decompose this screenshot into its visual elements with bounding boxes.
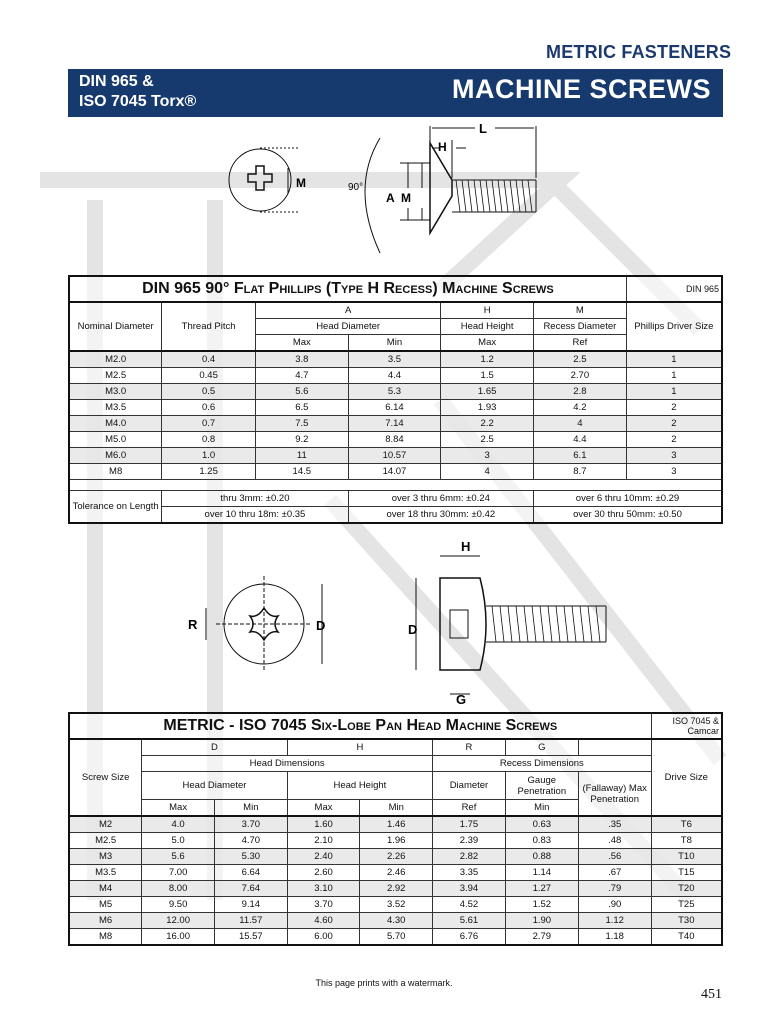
- table-cell: 0.88: [505, 849, 578, 865]
- label-d-side: D: [408, 622, 418, 637]
- tolerance-cell: over 3 thru 6mm: ±0.24: [348, 491, 533, 507]
- col-drive-size: Drive Size: [651, 739, 722, 816]
- table-cell: 6.00: [287, 929, 360, 946]
- table-cell: .48: [578, 833, 651, 849]
- col-group-r: R: [433, 739, 506, 756]
- table-cell: 1.65: [441, 384, 534, 400]
- pan-head-screw-diagram: [180, 534, 620, 706]
- page-number: 451: [701, 987, 722, 1002]
- table-cell: 10.57: [348, 448, 441, 464]
- table-cell: 1.2: [441, 351, 534, 368]
- table-row: [69, 816, 722, 833]
- table-cell: 8.00: [142, 881, 215, 897]
- table-cell: 9.14: [214, 897, 287, 913]
- col-group-d: D: [142, 739, 287, 756]
- table-cell: 1.25: [162, 464, 256, 480]
- col-ref: Ref: [534, 335, 627, 352]
- table-cell: 14.5: [255, 464, 348, 480]
- label-m-side: M: [401, 191, 411, 205]
- table-cell: M4.0: [69, 416, 162, 432]
- table-cell: 2.5: [441, 432, 534, 448]
- col-gauge-penetration: Gauge Penetration: [505, 772, 578, 800]
- pan-head-side-view: [416, 556, 606, 694]
- table-cell: M3.0: [69, 384, 162, 400]
- table-cell: 14.07: [348, 464, 441, 480]
- table-cell: .79: [578, 881, 651, 897]
- table-cell: T15: [651, 865, 722, 881]
- table-cell: 4.4: [348, 368, 441, 384]
- table-row: [69, 448, 722, 464]
- table-cell: 6.1: [534, 448, 627, 464]
- table-cell: M3: [69, 849, 142, 865]
- table-cell: 3.8: [255, 351, 348, 368]
- subtitle-line-2: ISO 7045 Torx®: [79, 93, 197, 110]
- table-cell: T8: [651, 833, 722, 849]
- table-cell: M2.5: [69, 833, 142, 849]
- table-cell: 5.70: [360, 929, 433, 946]
- table-cell: 3: [626, 464, 722, 480]
- table-cell: 5.61: [433, 913, 506, 929]
- table-cell: M8: [69, 464, 162, 480]
- col-recess-dimensions: Recess Dimensions: [433, 756, 652, 772]
- flat-head-screw-diagram: [220, 118, 550, 268]
- table-cell: 1.46: [360, 816, 433, 833]
- col-thread-pitch: Thread Pitch: [162, 302, 256, 351]
- table-cell: 2.46: [360, 865, 433, 881]
- table-row: [69, 432, 722, 448]
- table-cell: 2.8: [534, 384, 627, 400]
- table-cell: T40: [651, 929, 722, 946]
- table-cell: 8.7: [534, 464, 627, 480]
- table-cell: 11.57: [214, 913, 287, 929]
- col-phillips-driver-size: Phillips Driver Size: [626, 302, 722, 351]
- table-row: [69, 400, 722, 416]
- label-r: R: [188, 617, 198, 632]
- col-head-diameter: Head Diameter: [142, 772, 287, 800]
- table-cell: .67: [578, 865, 651, 881]
- label-angle: 90°: [348, 182, 364, 193]
- table-row: [69, 351, 722, 368]
- table-cell: 2.70: [534, 368, 627, 384]
- table-row: [69, 368, 722, 384]
- table-cell: 1.0: [162, 448, 256, 464]
- col-recess-diameter: Recess Diameter: [534, 319, 627, 335]
- table1-spacer: [69, 480, 722, 491]
- table-cell: 3.94: [433, 881, 506, 897]
- screw-side-view: [365, 126, 536, 253]
- table2-body: [69, 816, 722, 945]
- table-cell: 1.27: [505, 881, 578, 897]
- table-cell: M4: [69, 881, 142, 897]
- table-cell: 2.5: [534, 351, 627, 368]
- table-cell: T20: [651, 881, 722, 897]
- col-nominal-diameter: Nominal Diameter: [69, 302, 162, 351]
- table-cell: 15.57: [214, 929, 287, 946]
- tolerance-cell: over 18 thru 30mm: ±0.42: [348, 507, 533, 524]
- label-m-top: M: [296, 176, 306, 190]
- table-cell: 1.75: [433, 816, 506, 833]
- table-cell: 1: [626, 368, 722, 384]
- table-cell: 2.40: [287, 849, 360, 865]
- table-cell: 1.14: [505, 865, 578, 881]
- table-cell: 1: [626, 384, 722, 400]
- table-cell: M6: [69, 913, 142, 929]
- table-row: [69, 849, 722, 865]
- table1-body: [69, 351, 722, 480]
- table-cell: 2: [626, 416, 722, 432]
- table-cell: 0.7: [162, 416, 256, 432]
- table-cell: 1.60: [287, 816, 360, 833]
- table-cell: 2: [626, 400, 722, 416]
- page-title: MACHINE SCREWS: [451, 74, 711, 104]
- table-row: [69, 833, 722, 849]
- table-cell: 1.52: [505, 897, 578, 913]
- standards-label: [79, 72, 196, 112]
- col-max-2: Max: [441, 335, 534, 352]
- table-cell: 4.60: [287, 913, 360, 929]
- table-cell: 1.18: [578, 929, 651, 946]
- table-cell: 0.83: [505, 833, 578, 849]
- table-cell: 2.26: [360, 849, 433, 865]
- table-cell: 3.70: [287, 897, 360, 913]
- table-cell: 3.10: [287, 881, 360, 897]
- table-cell: 0.6: [162, 400, 256, 416]
- table-cell: .35: [578, 816, 651, 833]
- table-cell: 9.2: [255, 432, 348, 448]
- col-head-diameter: Head Diameter: [255, 319, 440, 335]
- phillips-head-top-view: [229, 148, 300, 212]
- table-cell: 1.5: [441, 368, 534, 384]
- table-cell: 5.6: [255, 384, 348, 400]
- table-cell: 1.12: [578, 913, 651, 929]
- col-max: Max: [255, 335, 348, 352]
- table-cell: 0.45: [162, 368, 256, 384]
- table-cell: M2.5: [69, 368, 162, 384]
- tolerance-cell: thru 3mm: ±0.20: [162, 491, 348, 507]
- col-group-g: G: [505, 739, 578, 756]
- col-diameter: Diameter: [433, 772, 506, 800]
- table-row: [69, 464, 722, 480]
- table-cell: M5: [69, 897, 142, 913]
- col-min-3: Min: [505, 800, 578, 817]
- table-cell: 2.2: [441, 416, 534, 432]
- table-cell: 6.76: [433, 929, 506, 946]
- table-cell: 0.5: [162, 384, 256, 400]
- table-cell: 3.70: [214, 816, 287, 833]
- table-row: [69, 865, 722, 881]
- table2-standard: ISO 7045 & Camcar: [651, 713, 722, 739]
- table2-title: METRIC - ISO 7045 Six-Lobe Pan Head Machine Screws: [69, 713, 651, 739]
- table-cell: 2.82: [433, 849, 506, 865]
- col-head-height: Head Height: [287, 772, 432, 800]
- table-cell: 3: [626, 448, 722, 464]
- col-max: Max: [142, 800, 215, 817]
- table-cell: 6.64: [214, 865, 287, 881]
- table-cell: 4.52: [433, 897, 506, 913]
- col-group-m: M: [534, 302, 627, 319]
- table-cell: 4.0: [142, 816, 215, 833]
- label-a: A: [386, 191, 395, 205]
- table-cell: 4.70: [214, 833, 287, 849]
- table-cell: 1.93: [441, 400, 534, 416]
- tolerance-cell: over 30 thru 50mm: ±0.50: [534, 507, 723, 524]
- label-h-pan: H: [461, 539, 471, 554]
- col-min: Min: [214, 800, 287, 817]
- table-cell: M8: [69, 929, 142, 946]
- table-cell: 7.00: [142, 865, 215, 881]
- six-lobe-head-top-view: [206, 576, 322, 672]
- table-cell: 1.96: [360, 833, 433, 849]
- table1-title: DIN 965 90° Flat Phillips (Type H Recess) Machine Screws: [69, 276, 626, 302]
- col-min-2: Min: [360, 800, 433, 817]
- table-cell: .90: [578, 897, 651, 913]
- table1-standard: DIN 965: [626, 276, 722, 302]
- table-row: [69, 384, 722, 400]
- table-cell: T30: [651, 913, 722, 929]
- table-cell: 4.2: [534, 400, 627, 416]
- table-cell: 0.8: [162, 432, 256, 448]
- table-cell: T6: [651, 816, 722, 833]
- table-cell: 3.35: [433, 865, 506, 881]
- col-group-a: A: [255, 302, 440, 319]
- table-cell: 2.10: [287, 833, 360, 849]
- table-cell: 6.5: [255, 400, 348, 416]
- table-cell: 1: [626, 351, 722, 368]
- table-cell: T10: [651, 849, 722, 865]
- col-fallaway-max-penetration: (Fallaway) Max Penetration: [578, 772, 651, 817]
- table-cell: 3: [441, 448, 534, 464]
- table-row: [69, 929, 722, 946]
- table-cell: 2.79: [505, 929, 578, 946]
- table-row: [69, 913, 722, 929]
- watermark-note: This page prints with a watermark.: [315, 978, 453, 988]
- table-row: [69, 416, 722, 432]
- table-cell: 6.14: [348, 400, 441, 416]
- label-l: L: [479, 121, 487, 136]
- table-cell: M2: [69, 816, 142, 833]
- label-d-top: D: [316, 618, 326, 633]
- subtitle-line-1: DIN 965 &: [79, 73, 154, 90]
- table-cell: 8.84: [348, 432, 441, 448]
- col-head-dimensions: Head Dimensions: [142, 756, 433, 772]
- din965-spec-table: [68, 275, 723, 524]
- table-cell: 12.00: [142, 913, 215, 929]
- table-cell: M2.0: [69, 351, 162, 368]
- table-cell: 3.5: [348, 351, 441, 368]
- table-cell: 2.92: [360, 881, 433, 897]
- table-cell: 11: [255, 448, 348, 464]
- table-cell: 7.64: [214, 881, 287, 897]
- table-cell: 2: [626, 432, 722, 448]
- category-heading: METRIC FASTENERS: [546, 42, 732, 62]
- col-ref: Ref: [433, 800, 506, 817]
- table-cell: M3.5: [69, 400, 162, 416]
- table-cell: 4.4: [534, 432, 627, 448]
- title-banner: [68, 69, 723, 117]
- table-cell: M6.0: [69, 448, 162, 464]
- table-cell: 5.30: [214, 849, 287, 865]
- table-cell: 9.50: [142, 897, 215, 913]
- tolerance-label: Tolerance on Length: [69, 491, 162, 524]
- col-head-height: Head Height: [441, 319, 534, 335]
- table-cell: M3.5: [69, 865, 142, 881]
- iso7045-spec-table: [68, 712, 723, 946]
- table-cell: .56: [578, 849, 651, 865]
- table-row: [69, 897, 722, 913]
- table-cell: 0.63: [505, 816, 578, 833]
- table-cell: 16.00: [142, 929, 215, 946]
- table-cell: T25: [651, 897, 722, 913]
- table-cell: 4.7: [255, 368, 348, 384]
- label-g: G: [456, 692, 467, 706]
- tolerance-cell: over 10 thru 18m: ±0.35: [162, 507, 348, 524]
- table-cell: 5.6: [142, 849, 215, 865]
- table-cell: 2.60: [287, 865, 360, 881]
- table-cell: 2.39: [433, 833, 506, 849]
- table-cell: 1.90: [505, 913, 578, 929]
- table-cell: M5.0: [69, 432, 162, 448]
- table-cell: 3.52: [360, 897, 433, 913]
- col-group-h: H: [441, 302, 534, 319]
- col-group-h: H: [287, 739, 432, 756]
- table-cell: 5.3: [348, 384, 441, 400]
- table-cell: 4.30: [360, 913, 433, 929]
- table-row: [69, 881, 722, 897]
- table-cell: 5.0: [142, 833, 215, 849]
- table-cell: 4: [441, 464, 534, 480]
- table-cell: 7.14: [348, 416, 441, 432]
- tolerance-cell: over 6 thru 10mm: ±0.29: [534, 491, 723, 507]
- col-min: Min: [348, 335, 441, 352]
- col-max-2: Max: [287, 800, 360, 817]
- col-screw-size: Screw Size: [69, 739, 142, 816]
- table-cell: 4: [534, 416, 627, 432]
- table-cell: 0.4: [162, 351, 256, 368]
- label-h-side: H: [438, 140, 447, 154]
- col-group-blank: [578, 739, 651, 756]
- table-cell: 7.5: [255, 416, 348, 432]
